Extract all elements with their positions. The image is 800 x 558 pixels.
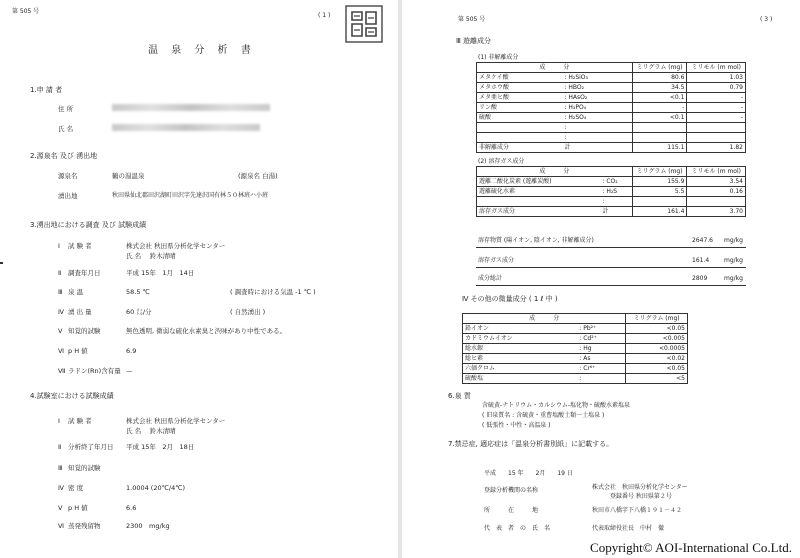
item-label: 蒸発残留物 (68, 522, 101, 530)
spring-quality: 含硫黄-ナトリウム・カルシウム-塩化物・硫酸水素塩泉 (482, 402, 631, 409)
item-label: ラドン(Rn)含有量 (68, 367, 121, 375)
component-name: 溶存ガス成分 (477, 207, 601, 217)
total-value: 2809 (692, 275, 708, 282)
page-left (0, 0, 398, 558)
component-formula: : H₂SiO₃ (562, 73, 632, 83)
trace-components-table (462, 313, 688, 384)
total-underline (476, 247, 746, 248)
item-value: 無色透明, 微弱な硫化水素臭と渋味があり中性である。 (126, 327, 287, 335)
section-3-heading: 3.湧出地における調査 及び 試験成績 (30, 221, 147, 229)
table-row (477, 133, 746, 143)
component-value: <5 (626, 374, 688, 384)
table-1-title: (1) 非解離成分 (478, 54, 519, 61)
address-label: 所 在 地 (484, 507, 539, 514)
page-right (402, 0, 800, 558)
table-header-row (477, 167, 746, 177)
item-value: — (126, 367, 133, 375)
component-formula: : CO₂ (600, 177, 632, 187)
total-underline (476, 267, 746, 268)
table-row (477, 207, 746, 217)
component-name: 硫酸塩 (463, 374, 578, 384)
component-value: <0.1 (632, 113, 687, 123)
component-formula: 計 (562, 143, 632, 153)
column-header: 成 分 (477, 63, 633, 73)
component-value: 0.79 (687, 83, 746, 93)
item-number: Ⅰ (58, 242, 60, 250)
item-number: Ⅱ (58, 443, 62, 451)
table-row (463, 364, 688, 374)
table-row (477, 113, 746, 123)
component-value: <0.05 (626, 364, 688, 374)
component-formula: : Hg (577, 344, 625, 354)
component-name (477, 123, 563, 133)
item-label: 知覚的試験 (68, 327, 101, 335)
table-row (463, 354, 688, 364)
table-2-title: (2) 溶存ガス成分 (478, 158, 525, 165)
item-value: 平成 15年 1月 14日 (126, 269, 195, 277)
section-3-heading: Ⅲ 遊離成分 (456, 37, 492, 45)
component-value: 0.16 (687, 187, 746, 197)
component-name: メタケイ酸 (477, 73, 563, 83)
table-row (463, 344, 688, 354)
column-header: ミリモル (m mol) (687, 63, 746, 73)
component-formula: : Pb²⁺ (577, 324, 625, 334)
source-name: 鶴の湯温泉 (112, 172, 145, 180)
component-formula: : (562, 133, 632, 143)
table-row (477, 187, 746, 197)
section-6-heading: 6.泉 質 (448, 392, 471, 400)
total-value: 2647.6 (692, 237, 713, 244)
component-formula: : H₂SO₄ (562, 113, 632, 123)
non-dissociated-table (476, 62, 746, 153)
table-row (477, 83, 746, 93)
spring-quality-type: ( 低張性・中性・高温泉 ) (482, 422, 551, 429)
item-label: 湧 出 量 (68, 308, 92, 316)
address-label: 住 所 (58, 105, 74, 113)
item-number: Ⅴ (58, 327, 63, 335)
page-number: ( 1 ) (318, 12, 331, 19)
component-formula: : HBO₂ (562, 83, 632, 93)
total-label: 溶存物質 (陽イオン, 陰イオン, 非解離成分) (478, 237, 594, 244)
item-label: 密 度 (68, 484, 84, 492)
table-row (463, 374, 688, 384)
item-number: Ⅲ (58, 464, 63, 472)
item-value: 6.9 (126, 347, 137, 355)
component-value (632, 123, 687, 133)
table-row (477, 73, 746, 83)
component-value: 161.4 (632, 207, 687, 217)
item-number: Ⅰ (58, 417, 60, 425)
component-name: 六価クロム (463, 364, 578, 374)
table-row (477, 197, 746, 207)
component-value: 1.82 (687, 143, 746, 153)
registration-number: 登録番号 秋田県第２号 (610, 493, 672, 500)
component-name: メタ亜ヒ酸 (477, 93, 563, 103)
table-row (477, 177, 746, 187)
component-name (477, 133, 563, 143)
component-value: - (687, 113, 746, 123)
item-value: 58.5 ℃ (126, 288, 150, 296)
item-label: 試 験 者 (68, 417, 92, 425)
redacted-name (112, 124, 260, 131)
item-number: Ⅴ (58, 504, 63, 512)
total-unit: mg/kg (724, 237, 743, 244)
item-value: 株式会社 秋田県分析化学センター (126, 417, 226, 425)
item-value: 2300 mg/kg (126, 522, 170, 530)
org-name: 株式会社 秋田県分析化学センター (592, 484, 688, 491)
org-label: 登録分析機関の名称 (484, 487, 539, 494)
column-header: ミリグラム (mg) (632, 63, 687, 73)
component-value: - (687, 93, 746, 103)
location-label: 湧出地 (58, 192, 78, 200)
seal-stamp (344, 4, 384, 44)
component-formula: : H₂S (600, 187, 632, 197)
item-note: ( 自然湧出 ) (230, 308, 266, 316)
table-row (477, 123, 746, 133)
table-header-row (477, 63, 746, 73)
item-value: 1.0004 (20℃/4℃) (126, 484, 186, 492)
component-name: カドミウムイオン (463, 334, 578, 344)
item-value-2: 氏 名 鈴木清晴 (126, 252, 176, 260)
page-number: ( 3 ) (760, 16, 773, 23)
component-value (687, 133, 746, 143)
section-7-heading: 7.禁忌症, 適応症は「温泉分析書別紙」に記載する。 (448, 440, 614, 448)
table-row (463, 334, 688, 344)
copyright-notice: Copyright© AOI-International Co.Ltd. (590, 540, 792, 555)
item-number: Ⅲ (58, 288, 63, 296)
component-name: 遊離二酸化炭素 (遊離炭酸) (477, 177, 601, 187)
issue-date: 平成 15 年 2月 19 日 (484, 470, 573, 477)
component-name: 鉛イオン (463, 324, 578, 334)
component-value: <0.05 (626, 324, 688, 334)
source-name-note: (源泉名 白湯) (238, 172, 278, 180)
spring-quality-old: ( 旧泉質名 : 含硫黄・重曹塩酸土類一土塩泉 ) (482, 412, 605, 419)
total-underline (476, 285, 746, 286)
org-address: 秋田市八橋字下八橋１９１－４２ (592, 507, 683, 514)
table-header-row (463, 314, 688, 324)
item-label: 調査年月日 (68, 269, 101, 277)
component-value: - (687, 103, 746, 113)
component-formula: : (577, 374, 625, 384)
component-name: 非解離成分 (477, 143, 563, 153)
component-name: 遊離硫化水素 (477, 187, 601, 197)
component-name: リン酸 (477, 103, 563, 113)
component-formula: : As (577, 354, 625, 364)
item-number: Ⅶ (58, 367, 66, 375)
component-formula: : (562, 123, 632, 133)
item-number: Ⅱ (58, 269, 62, 277)
table-row (477, 103, 746, 113)
component-formula: 計 (600, 207, 632, 217)
redacted-address (112, 104, 270, 111)
item-label: p H 値 (68, 347, 88, 355)
page-number-label: 第 505 号 (12, 8, 40, 15)
item-number: Ⅳ (58, 484, 64, 492)
item-value: 株式会社 秋田県分析化学センター (126, 242, 226, 250)
section-2-heading: 2.源泉名 及び 湧出地 (30, 152, 98, 160)
component-formula: : HAsO₂ (562, 93, 632, 103)
component-name: 硫酸 (477, 113, 563, 123)
representative-name: 代表取締役社長 中村 徹 (592, 525, 665, 532)
column-header: ミリグラム (mg) (632, 167, 687, 177)
component-value (687, 123, 746, 133)
page-number-label: 第 505 号 (458, 16, 486, 23)
item-label: 分析終了年月日 (68, 443, 114, 451)
column-header: ミリモル (m mol) (687, 167, 746, 177)
section-4-heading: 4.試験室における試験成績 (30, 392, 114, 400)
component-value: <0.02 (626, 354, 688, 364)
total-unit: mg/kg (724, 257, 743, 264)
component-value (632, 197, 687, 207)
component-value: 1.03 (687, 73, 746, 83)
component-value: <0.0005 (626, 344, 688, 354)
component-formula: : H₃PO₄ (562, 103, 632, 113)
item-number: Ⅳ (58, 308, 64, 316)
component-value: 115.1 (632, 143, 687, 153)
column-header: 成 分 (477, 167, 633, 177)
dissolved-gas-table (476, 166, 746, 217)
component-value (687, 197, 746, 207)
component-value (632, 133, 687, 143)
component-name (477, 197, 601, 207)
applicant-name-label: 氏 名 (58, 125, 74, 133)
item-value: 6.6 (126, 504, 137, 512)
column-header: ミリグラム (mg) (626, 314, 688, 324)
total-label: 溶存ガス成分 (478, 257, 515, 264)
component-value: 80.6 (632, 73, 687, 83)
component-name: 総水銀 (463, 344, 578, 354)
item-number: Ⅵ (58, 347, 64, 355)
component-value: 3.70 (687, 207, 746, 217)
total-value: 161.4 (692, 257, 710, 264)
component-value: 5.5 (632, 187, 687, 197)
item-label: 試 験 者 (68, 242, 92, 250)
item-value-2: 氏 名 鈴木清晴 (126, 427, 176, 435)
item-label: 知覚的試験 (68, 464, 101, 472)
table-row (463, 324, 688, 334)
component-formula: : (600, 197, 632, 207)
table-row (477, 93, 746, 103)
table-row (477, 143, 746, 153)
component-value: 34.5 (632, 83, 687, 93)
item-label: p H 値 (68, 504, 88, 512)
section-1-heading: 1.申 請 者 (30, 86, 63, 94)
component-value: <0.1 (632, 93, 687, 103)
item-value: 60 ㍑/分 (126, 308, 152, 316)
total-unit: mg/kg (724, 275, 743, 282)
component-name: メタホウ酸 (477, 83, 563, 93)
source-name-label: 源泉名 (58, 172, 78, 180)
component-name: 総ヒ素 (463, 354, 578, 364)
total-label: 成分総計 (478, 275, 503, 282)
component-value: - (632, 103, 687, 113)
representative-label: 代 表 者 の 氏 名 (484, 525, 551, 532)
document-title: 温 泉 分 析 書 (148, 45, 256, 56)
item-label: 泉 温 (68, 288, 84, 296)
component-value: 3.54 (687, 177, 746, 187)
section-4-heading: Ⅳ その他の微量成分 ( 1 ℓ 中 ) (462, 295, 558, 303)
component-formula: : Cr⁶⁺ (577, 364, 625, 374)
item-number: Ⅵ (58, 522, 64, 530)
component-value: <0.005 (626, 334, 688, 344)
item-value: 平成 15年 2月 18日 (126, 443, 195, 451)
binding-mark (0, 262, 3, 264)
component-formula: : Cd²⁺ (577, 334, 625, 344)
column-header: 成 分 (463, 314, 626, 324)
location-value: 秋田県仙北郡田沢湖町田沢字先達沢国有林５０林班ハ小班 (112, 192, 269, 199)
component-value: 155.9 (632, 177, 687, 187)
item-note: ( 調査時における気温 -1 ℃ ) (230, 288, 316, 296)
